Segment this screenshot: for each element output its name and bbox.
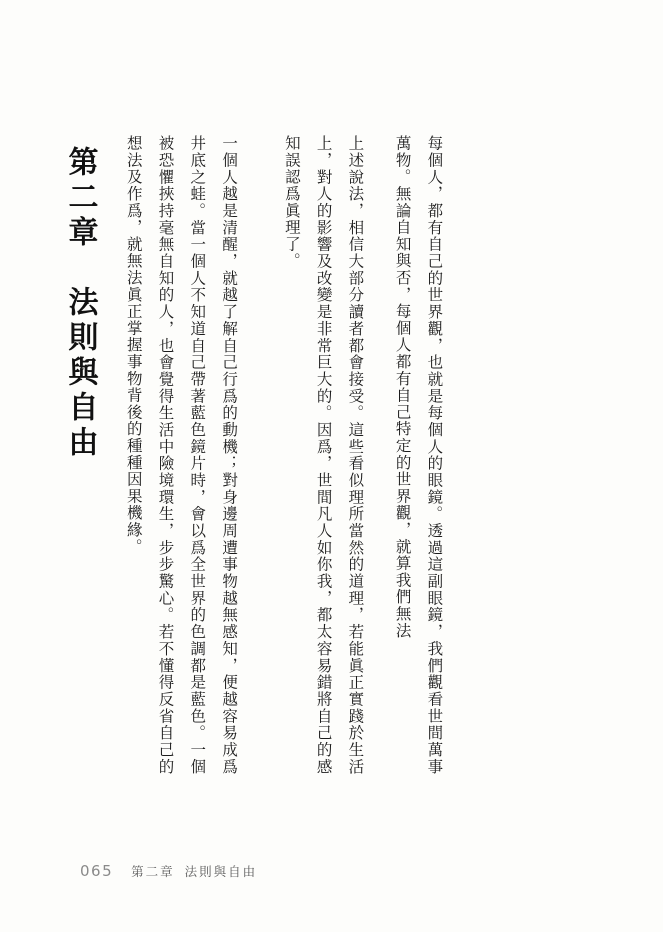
paragraph-2: 上述說法，相信大部分讀者都會接受。這些看似理所當然的道理，若能眞正實踐於生活上，對人的影響及改變是非常巨大的。因爲，世間凡人如你我，都太容易錯將自己的感知誤認爲眞理了。	[282, 135, 365, 775]
page-body	[58, 118, 605, 778]
running-head-title: 法則與自由	[184, 864, 258, 879]
running-head-chapter: 第二章	[131, 864, 175, 879]
chapter-title: 第二章 法則與自由	[62, 146, 98, 461]
page-number: 065	[80, 862, 114, 880]
paragraph-1: 一個人越是清醒，就越了解自己行爲的動機；對身邊周遭事物越無感知，便越容易成爲井底之蛙。當一個人不知道自己帶著藍色鏡片時，會以爲全世界的色調都是藍色。一個被恐懼挾持毫無自知的人，也會覺得生活中險境環生，步步驚心。若不懂得反省自己的想法及作爲，就無法眞正掌握事物背後的種種因果機緣。	[124, 135, 239, 775]
page-footer	[80, 862, 257, 880]
running-head	[131, 862, 257, 880]
paragraph-3: 每個人，都有自己的世界觀，也就是每個人的眼鏡。透過這副眼鏡，我們觀看世間萬事萬物。無論自知與否，每個人都有自己特定的世界觀，就算我們無法	[393, 135, 444, 775]
